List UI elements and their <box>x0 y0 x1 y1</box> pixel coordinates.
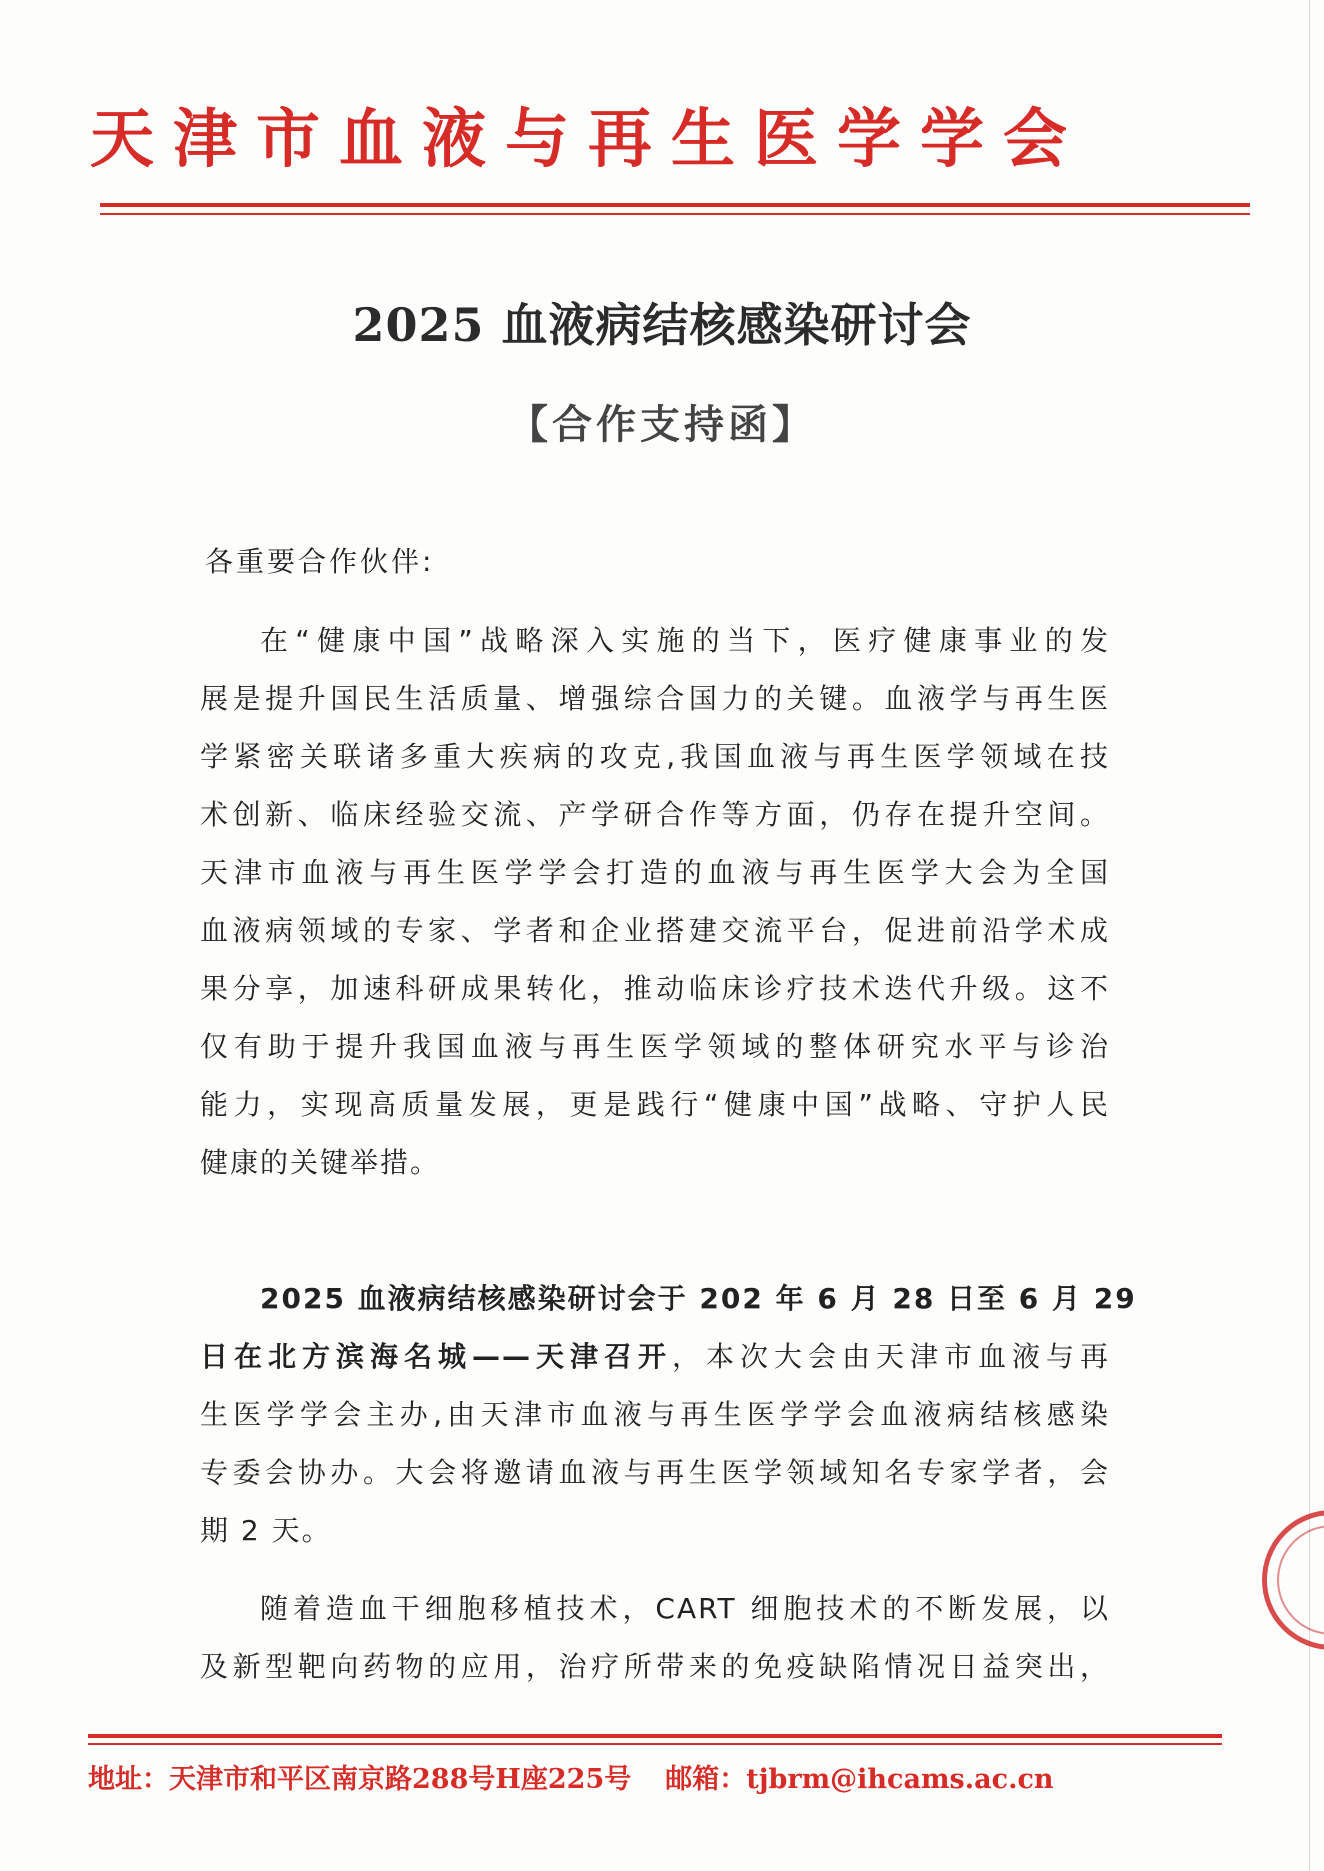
paragraph-line: 学紧密关联诸多重大疾病的攻克,我国血液与再生医学领域在技 <box>200 740 1110 773</box>
paragraph-line: 专委会协办。大会将邀请血液与再生医学领域知名专家学者，会 <box>200 1456 1110 1489</box>
document-subtitle: 【合作支持函】 <box>508 401 816 448</box>
letterhead-org-name: 天津市血液与再生医学学会 <box>90 102 1086 177</box>
footer-email: tjbrm@ihcams.ac.cn <box>746 1764 1054 1795</box>
paragraph-line: 果分享，加速科研成果转化，推动临床诊疗技术迭代升级。这不 <box>200 972 1110 1005</box>
letterhead-rule-thick <box>100 203 1250 207</box>
paragraph-line: 血液病领域的专家、学者和企业搭建交流平台，促进前沿学术成 <box>200 914 1110 947</box>
paragraph-line-bold: 2025 血液病结核感染研讨会于 202 年 6 月 28 日至 6 月 29 <box>260 1282 1137 1315</box>
footer-rule-thin <box>88 1743 1222 1745</box>
footer-rule-thick <box>88 1734 1222 1738</box>
red-seal-stamp <box>1262 1510 1324 1650</box>
footer-email-label: 邮箱： <box>665 1764 747 1795</box>
footer-address-label: 地址： <box>88 1764 169 1795</box>
footer-address: 天津市和平区南京路288号H座225号 <box>169 1764 632 1795</box>
paragraph-line: 及新型靶向药物的应用，治疗所带来的免疫缺陷情况日益突出， <box>200 1650 1110 1683</box>
red-seal-inner-ring <box>1277 1525 1324 1635</box>
footer-email-group <box>665 1764 1053 1795</box>
paragraph-phrase: ，本次大会由天津市血液与再 <box>672 1340 1110 1373</box>
paragraph-line-mixed <box>200 1328 1110 1386</box>
paragraph-line: 天津市血液与再生医学学会打造的血液与再生医学大会为全国 <box>200 856 1110 889</box>
salutation: 各重要合作伙伴: <box>205 545 435 578</box>
letterhead-rule-thin <box>100 213 1250 215</box>
paragraph-line: 在“健康中国”战略深入实施的当下，医疗健康事业的发 <box>260 624 1110 657</box>
document-title: 2025 血液病结核感染研讨会 <box>352 298 972 352</box>
paragraph-line: 能力，实现高质量发展，更是践行“健康中国”战略、守护人民 <box>200 1088 1110 1121</box>
paragraph-1 <box>200 612 1110 1192</box>
paragraph-bold-phrase: 日在北方滨海名城——天津召开 <box>200 1340 672 1373</box>
paragraph-line: 仅有助于提升我国血液与再生医学领域的整体研究水平与诊治 <box>200 1030 1110 1063</box>
paragraph-line: 期 2 天。 <box>200 1514 332 1547</box>
paragraph-line: 随着造血干细胞移植技术，CART 细胞技术的不断发展，以 <box>260 1592 1110 1625</box>
footer-contact <box>88 1758 1238 1802</box>
paragraph-3 <box>200 1580 1110 1696</box>
paragraph-line: 展是提升国民生活质量、增强综合国力的关键。血液学与再生医 <box>200 682 1110 715</box>
paragraph-line: 健康的关键举措。 <box>200 1146 441 1179</box>
paragraph-line: 术创新、临床经验交流、产学研合作等方面，仍存在提升空间。 <box>200 798 1110 831</box>
paragraph-line: 生医学学会主办,由天津市血液与再生医学学会血液病结核感染 <box>200 1398 1110 1431</box>
paragraph-2 <box>200 1270 1137 1560</box>
